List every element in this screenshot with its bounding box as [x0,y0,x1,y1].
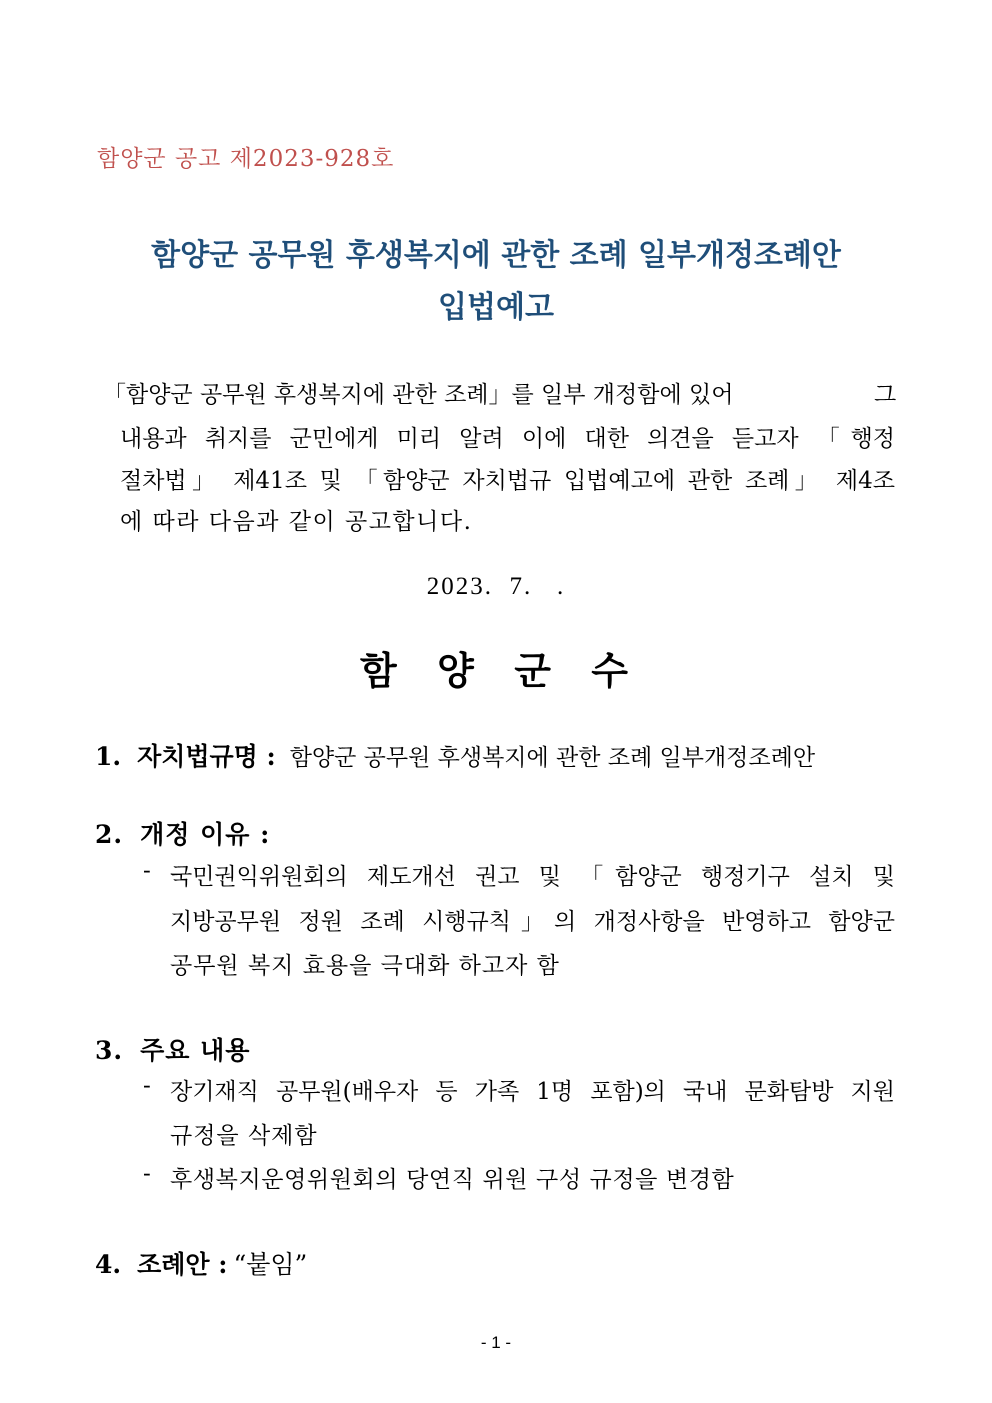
section-3-item-2-dash: - [143,1161,151,1187]
section-2-line-2: 지방공무원 정원 조례 시행규칙」의 개정사항을 반영하고 함양군 [170,909,895,935]
section-4-number: 4. [95,1250,122,1279]
section-4-label: 조례안 : [137,1250,228,1279]
signer-char: 함 [360,648,397,693]
section-3-number: 3. [95,1036,124,1065]
section-2-heading [95,815,276,851]
intro-line-1: 「함양군 공무원 후생복지에 관한 조례」를 일부 개정함에 있어 [103,382,734,408]
section-2-line-1: 국민권익위원회의 제도개선 권고 및 「함양군 행정기구 설치 및 [170,864,895,890]
signer-char: 수 [591,648,628,693]
section-2-line-3: 공무원 복지 효용을 극대화 하고자 함 [170,953,560,979]
signer-char: 군 [514,648,551,693]
intro-line-3: 절차법」 제41조 및 「함양군 자치법규 입법예고에 관한 조례」 제4조 [120,468,895,494]
signer [360,640,628,695]
section-1-value: 함양군 공무원 후생복지에 관한 조례 일부개정조례안 [289,745,816,771]
document-title-line2: 입법예고 [438,290,554,325]
section-3-label: 주요 내용 [140,1036,251,1065]
intro-line-2: 내용과 취지를 군민에게 미리 알려 이에 대한 의견을 듣고자 「행정 [120,426,895,452]
intro-line-1-tail: 그 [874,382,897,408]
document-title-line1: 함양군 공무원 후생복지에 관한 조례 일부개정조례안 [151,238,841,273]
section-1-label: 자치법규명 : [137,742,276,771]
section-3-item-1-line-2: 규정을 삭제함 [170,1123,318,1149]
page-number: - 1 - [480,1333,512,1352]
signer-char: 양 [437,648,474,693]
section-2-dash: - [143,858,151,884]
notice-number: 함양군 공고 제2023-928호 [97,146,395,172]
section-3-item-1-dash: - [143,1073,151,1099]
section-2-number: 2. [95,820,124,849]
section-2-label: 개정 이유 : [140,820,271,849]
section-1-heading [95,737,815,773]
intro-line-4: 에 따라 다음과 같이 공고합니다. [120,509,473,535]
section-4-value: “붙임” [233,1250,308,1279]
section-3-item-1-line-1: 장기재직 공무원(배우자 등 가족 1명 포함)의 국내 문화탐방 지원 [170,1079,895,1105]
section-3-item-2-line-1: 후생복지운영위원회의 당연직 위원 구성 규정을 변경함 [170,1167,735,1193]
announcement-date: 2023. 7. . [426,573,566,600]
section-4-heading [95,1245,307,1281]
section-1-number: 1. [95,742,122,771]
section-3-heading [95,1031,256,1067]
